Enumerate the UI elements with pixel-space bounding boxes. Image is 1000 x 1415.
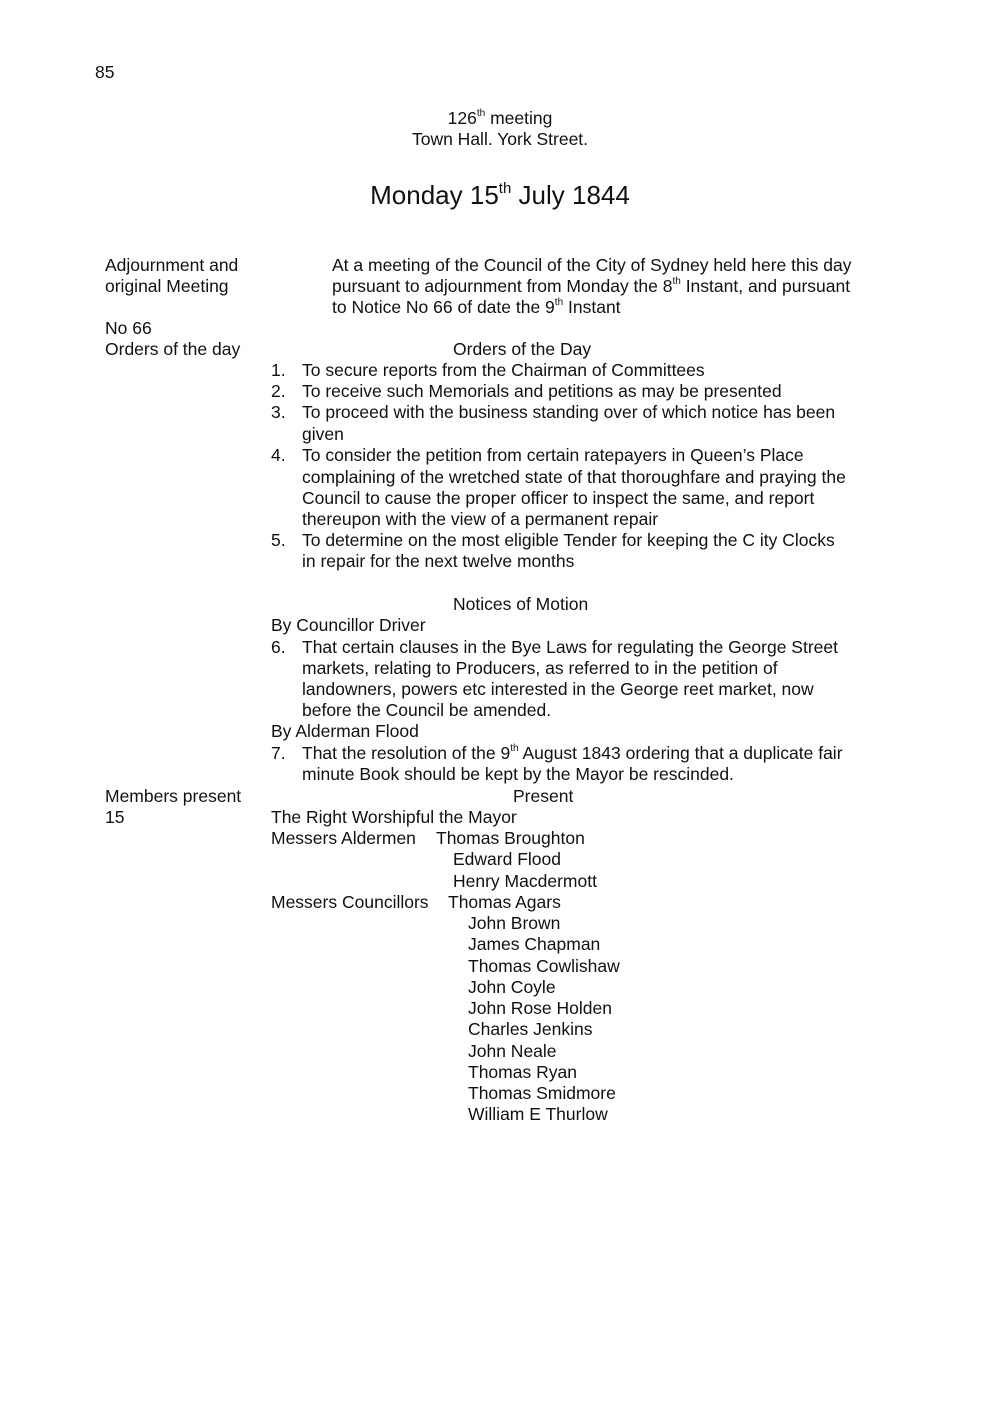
list-item-text: thereupon with the view of a permanent repair [302,509,659,529]
list-item-number: 5. [271,530,286,550]
present-mayor: The Right Worshipful the Mayor [271,807,517,827]
councillor-name: John Coyle [468,977,556,997]
meeting-location: Town Hall. York Street. [411,129,589,149]
list-item-text: complaining of the wretched state of that thoroughfare and praying the [302,467,846,487]
margin-note-adjournment-2: original Meeting [105,276,229,296]
councillor-name: Charles Jenkins [468,1019,593,1039]
margin-note-adjournment-1: Adjournment and [105,255,239,275]
councillor-name: John Brown [468,913,561,933]
councillor-name: William E Thurlow [468,1104,608,1124]
list-item-text: To proceed with the business standing over of which notice has been [302,402,836,422]
list-item-number: 2. [271,381,286,401]
alderman-name: Thomas Broughton [436,828,585,848]
list-item-text: That the resolution of the 9th August 1843 ordering that a duplicate fair [302,743,843,763]
councillor-name: John Neale [468,1041,557,1061]
page-number: 85 [95,62,115,82]
list-item-number: 3. [271,402,286,422]
notice-by-driver: By Councillor Driver [271,615,426,635]
list-item-text: landowners, powers etc interested in the George reet market, now [302,679,814,699]
list-item-text: given [302,424,344,444]
list-item-text: Council to cause the proper officer to inspect the same, and report [302,488,815,508]
notice-by-flood: By Alderman Flood [271,721,419,741]
margin-note-orders: Orders of the day [105,339,241,359]
councillor-name: James Chapman [468,934,601,954]
list-item-text: in repair for the next twelve months [302,551,575,571]
councillors-label: Messers Councillors [271,892,429,912]
page-title: Monday 15th July 1844 [370,180,630,210]
orders-heading: Orders of the Day [453,339,592,359]
list-item-text: before the Council be amended. [302,700,552,720]
list-item-number: 1. [271,360,286,380]
list-item-text: To receive such Memorials and petitions as may be presented [302,381,782,401]
intro-line-1: At a meeting of the Council of the City of Sydney held here this day [332,255,852,275]
councillor-name: Thomas Cowlishaw [468,956,620,976]
councillor-name: Thomas Ryan [468,1062,577,1082]
alderman-name: Edward Flood [453,849,561,869]
margin-note-members-1: Members present [105,786,242,806]
margin-note-members-2: 15 [105,807,125,827]
intro-line-2: pursuant to adjournment from Monday the 8th Instant, and pursuant [332,276,851,296]
councillor-name: Thomas Agars [448,892,561,912]
list-item-number: 7. [271,743,286,763]
list-item-text: minute Book should be kept by the Mayor be rescinded. [302,764,734,784]
alderman-name: Henry Macdermott [453,871,597,891]
margin-note-notice-no: No 66 [105,318,152,338]
list-item-text: To determine on the most eligible Tender for keeping the C ity Clocks [302,530,835,550]
meeting-number: 126th meeting [447,108,553,128]
list-item-number: 4. [271,445,286,465]
present-heading: Present [513,786,574,806]
list-item-number: 6. [271,637,286,657]
intro-line-3: to Notice No 66 of date the 9th Instant [332,297,621,317]
aldermen-label: Messers Aldermen [271,828,416,848]
list-item-text: That certain clauses in the Bye Laws for regulating the George Street [302,637,838,657]
list-item-text: To consider the petition from certain ratepayers in Queen’s Place [302,445,804,465]
councillor-name: Thomas Smidmore [468,1083,616,1103]
list-item-text: To secure reports from the Chairman of Committees [302,360,705,380]
list-item-text: markets, relating to Producers, as referred to in the petition of [302,658,778,678]
notices-heading: Notices of Motion [453,594,589,614]
councillor-name: John Rose Holden [468,998,612,1018]
